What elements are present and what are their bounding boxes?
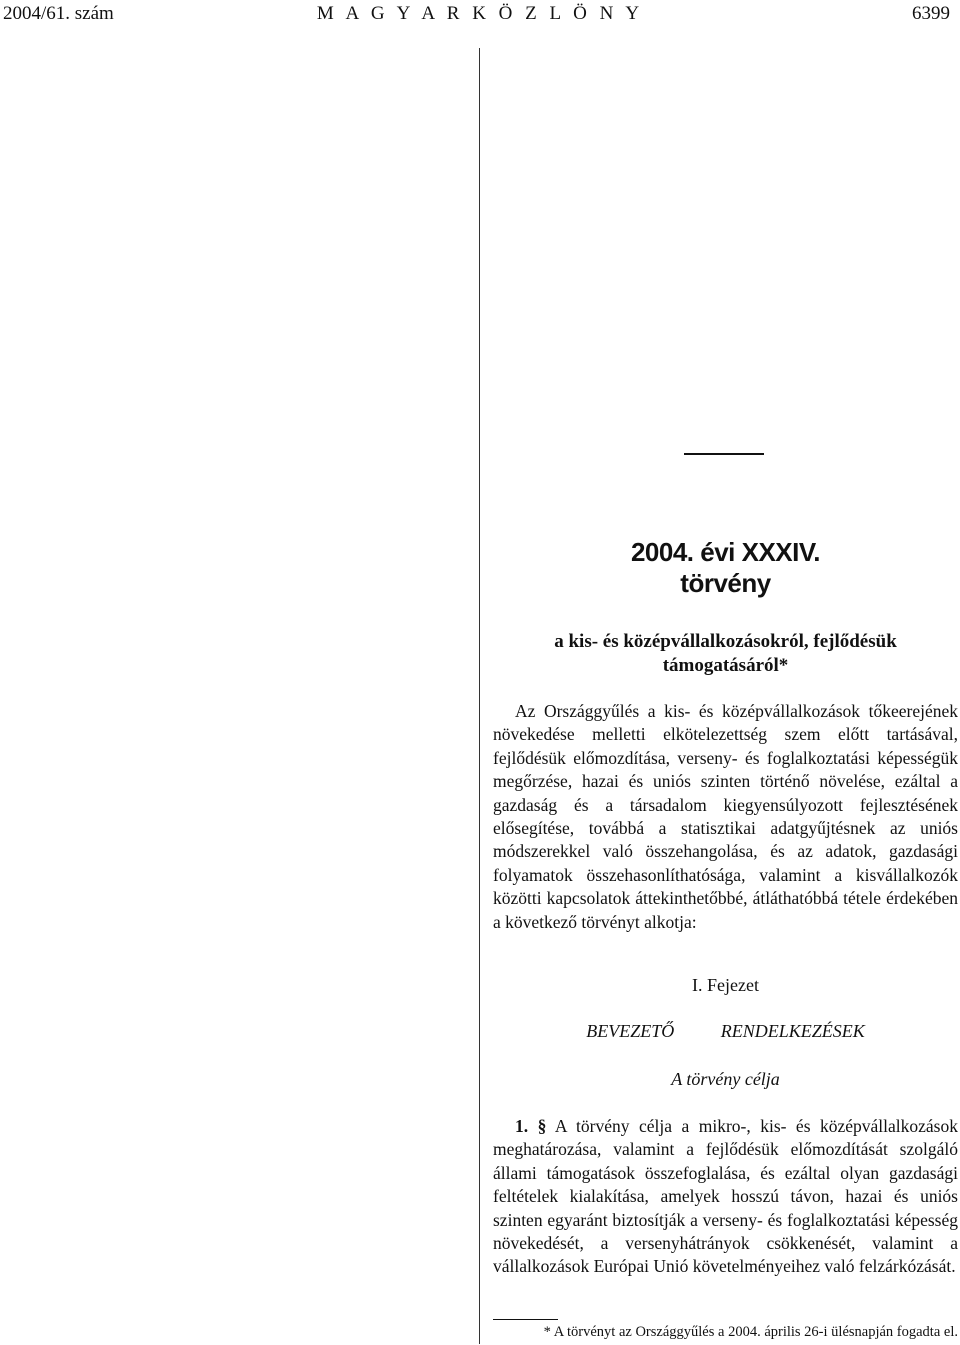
law-subtitle-line1: a kis- és középvállalkozásokról, fejlődésük <box>554 631 897 652</box>
law-title-word: törvény <box>680 568 771 598</box>
section-1-text: A törvény célja a mikro-, kis- és középvállalkozások meghatározása, valamint a fejlődésük előmozdítását szolgáló állami támogatások összefoglalása, és ezáltal olyan gazdasági feltételek kialakítása, amelyek hosszú távon, hazai és uniós szinten egyaránt biztosítják a verseny- és foglalkoztatási képesség növekedését, a versenyhátrányok csökkenését, valamint a vállalkozások Európai Unió követelményeihez való felzárkózását. <box>493 1116 958 1277</box>
separator-rule <box>684 453 764 455</box>
law-subtitle <box>493 630 958 678</box>
law-subtitle-line2: támogatásáról* <box>662 655 789 676</box>
column-divider <box>479 48 480 1344</box>
journal-title: M A G Y A R K Ö Z L Ö N Y <box>316 3 644 24</box>
section-1-paragraph <box>493 1115 958 1279</box>
preamble-paragraph: Az Országgyűlés a kis- és középvállalkozások tőkeerejének növekedése melletti elkötelezettség szem előtt tartásával, fejlődésük előmozdítása, verseny- és foglalkoztatási képességük megőrzése, hazai és uniós szinten történő növelése, ezáltal a gazdaság és a társadalom kiegyensúlyozott fejlesztésének elősegítése, továbbá a statisztikai adatgyűjtésnek az uniós módszerekkel való összehangolása, és az adatok, gazdasági folyamatok összehasonlíthatósága, valamint a kisvállalkozók közötti kapcsolatok áttekinthetőbbé, átláthatóbbá tétele érdekében a következő törvényt alkotja: <box>493 701 958 932</box>
page-number: 6399 <box>912 3 950 24</box>
chapter-title: BEVEZETŐ RENDELKEZÉSEK <box>586 1021 865 1041</box>
issue-number: 2004/61. szám <box>3 3 114 24</box>
law-title-number: 2004. évi XXXIV. <box>630 537 821 567</box>
section-heading: A törvény célja <box>671 1069 780 1089</box>
chapter-number: I. Fejezet <box>692 975 759 995</box>
footnote-rule <box>493 1319 558 1320</box>
footnote: * A törvényt az Országgyűlés a 2004. április 26-i ülésnapján fogadta el. <box>543 1324 958 1340</box>
page-header <box>0 3 960 33</box>
section-number: 1. § <box>515 1116 547 1136</box>
